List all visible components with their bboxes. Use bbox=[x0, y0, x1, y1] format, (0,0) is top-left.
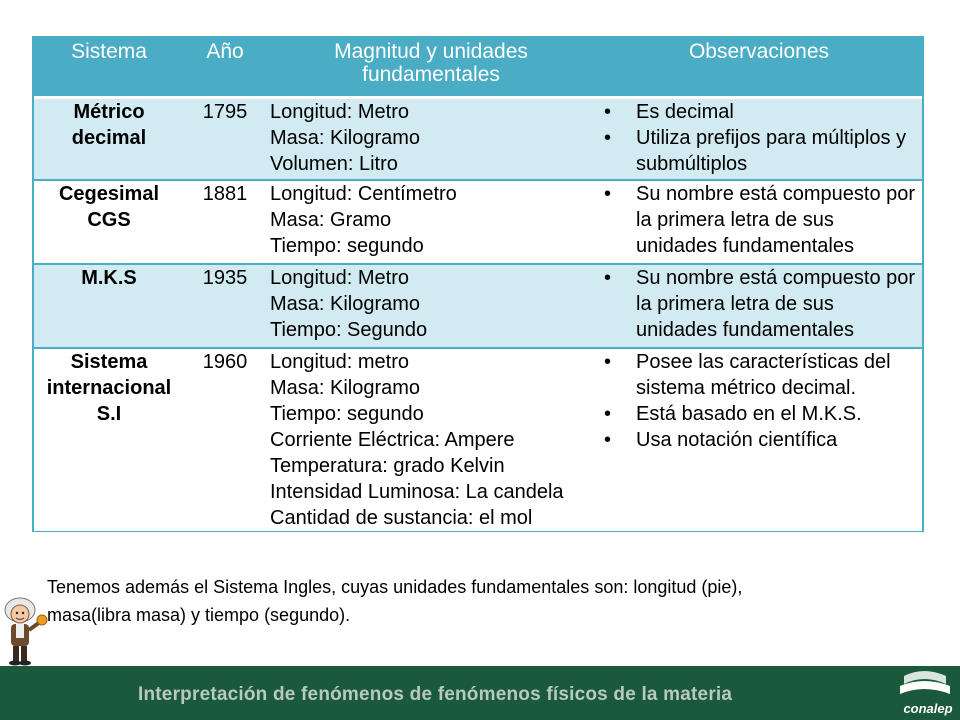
header-observaciones: Observaciones bbox=[596, 38, 922, 98]
magnitud-item: Temperatura: grado Kelvin bbox=[270, 454, 505, 477]
magnitud-item: Masa: Kilogramo bbox=[270, 376, 421, 399]
sistema-name-line: internacional bbox=[46, 376, 172, 399]
observacion-item: • Posee las características del sistema métrico decimal. bbox=[636, 349, 918, 401]
observacion-item: • Está basado en el M.K.S. bbox=[636, 401, 918, 427]
english-system-note bbox=[47, 573, 927, 629]
note-line-2: masa(libra masa) y tiempo (segundo). bbox=[47, 605, 351, 625]
magnitud-item: Volumen: Litro bbox=[270, 153, 398, 175]
magnitud-item: Longitud: Metro bbox=[270, 101, 409, 123]
sistema-name-line: S.I bbox=[96, 402, 122, 425]
cell-anio: 1795 bbox=[184, 98, 266, 180]
sistema-name-line: Cegesimal bbox=[58, 182, 160, 205]
cell-observaciones bbox=[596, 180, 922, 264]
sistema-name-line: CGS bbox=[87, 208, 131, 231]
observacion-item: • Es decimal bbox=[636, 99, 918, 125]
header-sistema: Sistema bbox=[34, 38, 184, 98]
observaciones-list bbox=[600, 181, 918, 259]
table-header-row bbox=[34, 38, 922, 98]
magnitud-item: Longitud: Metro bbox=[270, 266, 409, 289]
magnitud-item: Longitud: Centímetro bbox=[270, 182, 457, 205]
cell-sistema bbox=[34, 98, 184, 180]
cell-anio: 1935 bbox=[184, 264, 266, 348]
magnitud-item: Longitud: metro bbox=[270, 350, 409, 373]
table-row-cegesimal bbox=[34, 180, 922, 264]
table-row-si bbox=[34, 348, 922, 531]
observaciones-list bbox=[600, 349, 918, 453]
magnitud-item: Tiempo: Segundo bbox=[270, 318, 428, 341]
cell-sistema bbox=[34, 180, 184, 264]
magnitud-item: Corriente Eléctrica: Ampere bbox=[270, 428, 515, 451]
sistema-name-line: Métrico bbox=[73, 101, 145, 123]
cell-observaciones bbox=[596, 98, 922, 180]
magnitud-item: Intensidad Luminosa: La candela bbox=[270, 480, 564, 503]
cell-observaciones bbox=[596, 264, 922, 348]
systems-table-container bbox=[32, 36, 924, 532]
cell-anio: 1881 bbox=[184, 180, 266, 264]
header-magnitud-line2: fundamentales bbox=[362, 63, 500, 86]
cell-anio: 1960 bbox=[184, 348, 266, 531]
magnitud-item: Masa: Gramo bbox=[270, 208, 392, 231]
header-magnitud bbox=[266, 38, 596, 98]
observacion-item: • Su nombre está compuesto por la primera letra de sus unidades fundamentales bbox=[636, 265, 918, 343]
sistema-name-line: M.K.S bbox=[81, 266, 137, 289]
cell-magnitudes bbox=[266, 180, 596, 264]
cell-magnitudes bbox=[266, 348, 596, 531]
scientist-illustration-icon bbox=[0, 596, 56, 666]
table-row-mks bbox=[34, 264, 922, 348]
magnitud-item: Masa: Kilogramo bbox=[270, 127, 421, 149]
observaciones-list bbox=[600, 99, 918, 177]
logo-text: conalep bbox=[903, 701, 953, 716]
observaciones-list bbox=[600, 265, 918, 343]
magnitud-item: Masa: Kilogramo bbox=[270, 292, 421, 315]
footer-title: Interpretación de fenómenos de fenómenos físicos de la materia bbox=[138, 684, 733, 705]
cell-sistema bbox=[34, 264, 184, 348]
note-line-1: Tenemos además el Sistema Ingles, cuyas unidades fundamentales son: longitud (pie), bbox=[47, 577, 743, 597]
cell-magnitudes bbox=[266, 264, 596, 348]
header-magnitud-line1: Magnitud y unidades bbox=[334, 40, 528, 63]
magnitud-item: Tiempo: segundo bbox=[270, 234, 424, 257]
magnitud-item: Cantidad de sustancia: el mol bbox=[270, 506, 533, 529]
magnitud-item: Tiempo: segundo bbox=[270, 402, 424, 425]
observacion-item: • Su nombre está compuesto por la primera letra de sus unidades fundamentales bbox=[636, 181, 918, 259]
header-anio: Año bbox=[184, 38, 266, 98]
observacion-item: • Usa notación científica bbox=[636, 427, 918, 453]
sistema-name-line: Sistema bbox=[70, 350, 148, 373]
systems-table bbox=[34, 38, 922, 531]
cell-sistema bbox=[34, 348, 184, 531]
cell-observaciones bbox=[596, 348, 922, 531]
table-row-metrico bbox=[34, 98, 922, 180]
sistema-name-line: decimal bbox=[71, 127, 147, 149]
observacion-item: • Utiliza prefijos para múltiplos y submúltiplos bbox=[636, 125, 918, 177]
cell-magnitudes bbox=[266, 98, 596, 180]
